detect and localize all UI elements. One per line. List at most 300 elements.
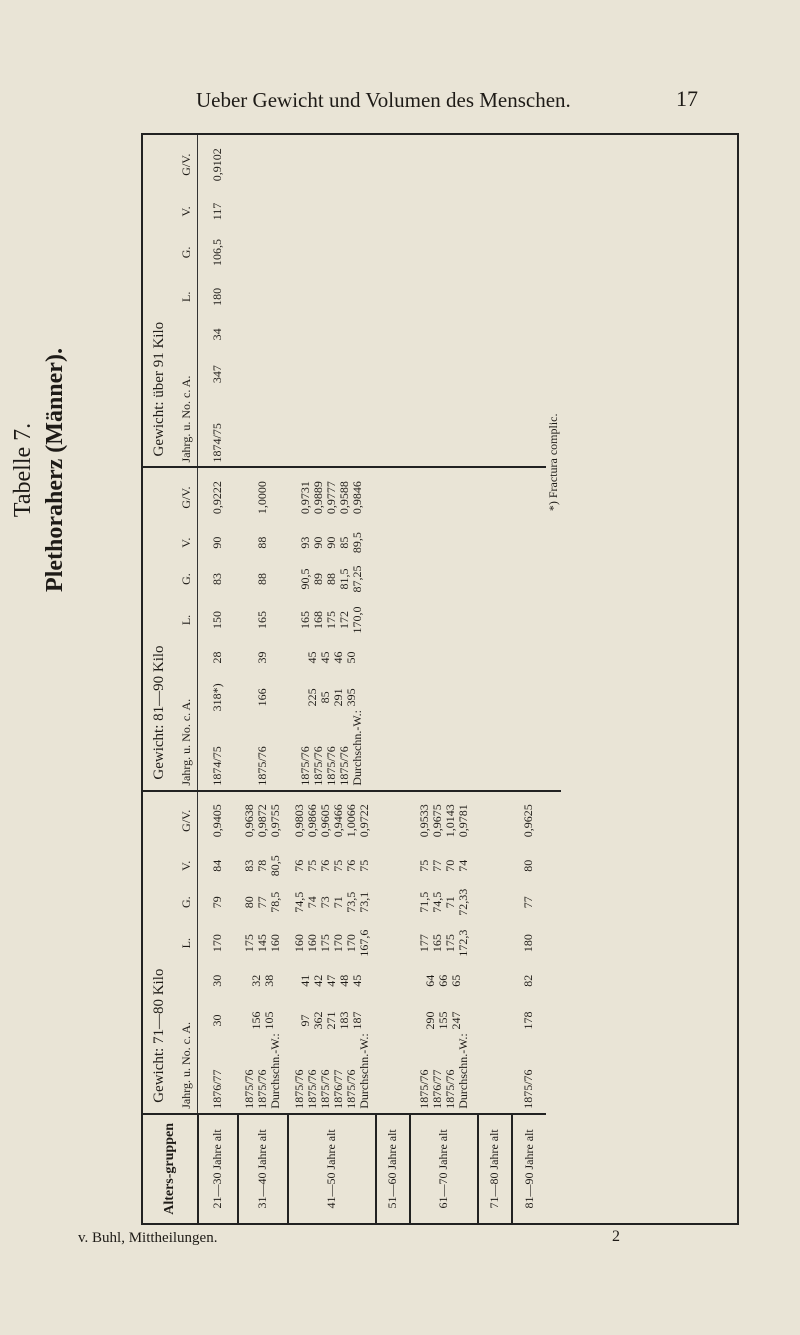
cell-no [376, 675, 410, 721]
col-head-g: G. [175, 559, 198, 600]
cell-line: 290 [423, 1011, 437, 1030]
cell-g [410, 559, 478, 600]
cell-line: 42 [311, 974, 325, 987]
cell-g [288, 229, 376, 277]
cell-line [256, 280, 269, 313]
cell-line [437, 563, 450, 596]
cell-line [325, 139, 338, 190]
cell-line [437, 644, 450, 670]
cell-no [410, 351, 478, 397]
cell-l [238, 276, 288, 317]
cell-line: 170,0 [350, 606, 364, 634]
cell-no [478, 351, 512, 397]
cell-a [376, 640, 410, 674]
cell-line [488, 679, 501, 717]
cell-line: 70 [442, 859, 457, 872]
footnote-spacer [546, 791, 561, 1223]
cell-line [488, 1002, 501, 1040]
cell-line [386, 531, 399, 555]
cell-line [386, 401, 399, 463]
cell-gv [410, 135, 478, 194]
cell-line [522, 321, 535, 347]
cell-line: 76 [291, 859, 306, 872]
cell-line: 1875/76 [521, 1069, 535, 1109]
table-title: Plethoraherz (Männer). [42, 348, 68, 592]
cell-jahrg [478, 397, 512, 468]
cell-l [198, 276, 238, 317]
cell-v [512, 194, 546, 228]
table-row [512, 135, 546, 1223]
cell-line: 1876/77 [429, 1069, 444, 1109]
cell-no [376, 998, 410, 1044]
cell-line: 170 [210, 934, 225, 953]
cell-l [478, 923, 512, 964]
cell-line: 73,1 [356, 891, 371, 913]
cell-line: 1875/76 [337, 746, 351, 786]
cell-line [522, 679, 535, 717]
cell-a [198, 317, 238, 351]
cell-line [437, 233, 450, 273]
cell-line [386, 563, 399, 596]
cell-line [488, 968, 501, 994]
col-head-l: L. [175, 600, 198, 641]
cell-line: 74,5 [429, 891, 444, 913]
cell-jahrg [512, 1043, 546, 1114]
cell-g [288, 882, 376, 923]
cell-line [522, 604, 535, 637]
cell-line: 78,5 [268, 891, 282, 913]
cell-g [238, 882, 288, 923]
cell-line: 85 [317, 691, 332, 704]
cell-line: 155 [436, 1011, 450, 1030]
cell-line: 145 [255, 934, 269, 953]
age-group-label: 41—50 Jahre alt [288, 1114, 376, 1223]
cell-line: 88 [255, 573, 269, 586]
cell-line: 0,9222 [210, 481, 225, 515]
cell-line [437, 401, 450, 463]
cell-jahrg [512, 720, 546, 791]
cell-line: 0,9722 [356, 804, 371, 838]
cell-jahrg [238, 397, 288, 468]
footer-right: 2 [612, 1228, 620, 1245]
cell-line: 79 [210, 896, 225, 909]
cell-v [512, 527, 546, 559]
cell-no [288, 351, 376, 397]
cell-l [198, 600, 238, 641]
cell-line: 0,9803 [291, 804, 306, 838]
cell-line: Durchschn.-W.: [350, 710, 364, 786]
cell-jahrg [512, 397, 546, 468]
cell-line [386, 968, 399, 994]
cell-jahrg [238, 720, 288, 791]
cell-l [288, 600, 376, 641]
cell-line [488, 724, 501, 786]
cell-line [522, 531, 535, 555]
cell-no [376, 351, 410, 397]
cell-line [522, 139, 535, 190]
cell-line [437, 321, 450, 347]
cell-line [522, 280, 535, 313]
footnote-row [546, 135, 561, 1223]
cell-no [512, 351, 546, 397]
col-head-jahrg: Jahrg. u. No. c. A. [175, 317, 198, 467]
cell-line [488, 355, 501, 393]
cell-no [512, 675, 546, 721]
col-head-v: V. [175, 194, 198, 228]
cell-line: 45 [350, 974, 364, 987]
cell-line [386, 679, 399, 717]
cell-jahrg [410, 397, 478, 468]
cell-line: 175 [442, 934, 457, 953]
cell-v [376, 194, 410, 228]
cell-a [238, 640, 288, 674]
cell-line: 1875/76 [442, 1069, 457, 1109]
cell-line [325, 280, 338, 313]
cell-line: 73,5 [343, 891, 358, 913]
cell-line: 160 [291, 934, 306, 953]
cell-line: 83 [210, 573, 225, 586]
cell-line: 45 [317, 651, 332, 664]
cell-line: 30 [210, 974, 225, 987]
cell-line [386, 927, 399, 960]
cell-jahrg [478, 720, 512, 791]
cell-jahrg [376, 1043, 410, 1114]
cell-line: 90 [311, 536, 325, 549]
col-head-gv: G/V. [175, 135, 198, 194]
cell-gv [478, 467, 512, 526]
cell-line: 0,9731 [298, 481, 312, 515]
cell-line [488, 472, 501, 522]
cell-line: 71 [330, 896, 345, 909]
cell-line [386, 1047, 399, 1109]
cell-line: 74 [455, 859, 470, 872]
cell-line: 165 [429, 934, 444, 953]
cell-line: 165 [255, 610, 269, 629]
cell-line [386, 280, 399, 313]
cell-gv [238, 467, 288, 526]
cell-no [238, 351, 288, 397]
cell-line: 1876/77 [210, 1069, 225, 1109]
cell-no [478, 998, 512, 1044]
cell-line [522, 198, 535, 224]
cell-line [488, 927, 501, 960]
cell-line [325, 321, 338, 347]
cell-g [512, 229, 546, 277]
cell-l [512, 600, 546, 641]
cell-a [512, 964, 546, 998]
cell-line: Durchschn.-W.: [356, 1033, 371, 1109]
cell-gv [478, 791, 512, 850]
cell-g [376, 559, 410, 600]
table-label: Tabelle 7. [10, 422, 36, 518]
cell-gv [512, 135, 546, 194]
cell-line: 80,5 [268, 855, 282, 877]
cell-line [522, 724, 535, 786]
cell-line [437, 139, 450, 190]
cell-l [376, 600, 410, 641]
cell-v [198, 194, 238, 228]
cell-v [410, 850, 478, 882]
cell-line [325, 198, 338, 224]
cell-line [386, 472, 399, 522]
cell-line: 247 [449, 1011, 463, 1030]
cell-line [256, 139, 269, 190]
col-head-age: Alters-gruppen [143, 1114, 198, 1223]
cell-no [410, 675, 478, 721]
cell-line: 0,9889 [311, 481, 325, 515]
cell-line: 80 [242, 896, 256, 909]
cell-line: 291 [330, 688, 345, 707]
cell-line: 73 [317, 896, 332, 909]
cell-line: 168 [311, 610, 325, 629]
col-head-v: V. [175, 527, 198, 559]
cell-a [288, 317, 376, 351]
cell-line: 77 [429, 859, 444, 872]
cell-v [376, 527, 410, 559]
cell-line [386, 644, 399, 670]
cell-line [386, 355, 399, 393]
age-group-label: 21—30 Jahre alt [198, 1114, 238, 1223]
cell-line [325, 355, 338, 393]
cell-line [256, 355, 269, 393]
cell-line [325, 401, 338, 463]
cell-l [288, 923, 376, 964]
cell-g [512, 559, 546, 600]
cell-line: 50 [343, 651, 358, 664]
col-head-l: L. [175, 276, 198, 317]
cell-no [238, 675, 288, 721]
cell-gv [288, 791, 376, 850]
cell-line: 0,9866 [304, 804, 319, 838]
col-head-gv: G/V. [175, 467, 198, 526]
cell-line: 74,5 [291, 891, 306, 913]
cell-line: 177 [416, 934, 431, 953]
cell-v [478, 527, 512, 559]
cell-line: 1875/76 [291, 1069, 306, 1109]
cell-line: 175 [324, 610, 338, 629]
cell-l [410, 276, 478, 317]
cell-line: 160 [268, 934, 282, 953]
col-head-jahrg: Jahrg. u. No. c. A. [175, 964, 198, 1114]
cell-line: 84 [210, 859, 225, 872]
table-row [376, 135, 410, 1223]
cell-line: 65 [449, 974, 463, 987]
cell-line: 156 [248, 1011, 263, 1030]
page-number: 17 [676, 86, 698, 111]
cell-line [437, 724, 450, 786]
cell-line [437, 679, 450, 717]
cell-v [410, 194, 478, 228]
cell-line: 0,9625 [521, 804, 535, 838]
cell-v [198, 527, 238, 559]
col-head-g: G. [175, 882, 198, 923]
cell-g [478, 559, 512, 600]
cell-l [376, 923, 410, 964]
cell-line: 0,9675 [429, 804, 444, 838]
cell-line: 167,6 [356, 929, 371, 957]
cell-line: 0,9872 [255, 804, 269, 838]
cell-no [198, 351, 238, 397]
cell-jahrg [238, 1033, 288, 1114]
cell-line: 88 [324, 573, 338, 586]
cell-g [238, 229, 288, 277]
cell-gv [410, 467, 478, 526]
cell-line: 0,9781 [455, 804, 470, 838]
cell-line [386, 1002, 399, 1040]
cell-a [238, 317, 288, 351]
cell-line: 1875/76 [324, 746, 338, 786]
cell-jahrg [410, 1033, 478, 1114]
cell-line: 47 [324, 974, 338, 987]
cell-line [488, 563, 501, 596]
cell-line: 0,9466 [330, 804, 345, 838]
age-group-label: 31—40 Jahre alt [238, 1114, 288, 1223]
cell-line [488, 233, 501, 273]
cell-l [238, 923, 288, 964]
cell-line [488, 644, 501, 670]
cell-a [410, 964, 478, 998]
cell-l [410, 600, 478, 641]
cell-l [238, 600, 288, 641]
cell-line [522, 355, 535, 393]
cell-line: 160 [304, 934, 319, 953]
cell-line: 74 [304, 896, 319, 909]
cell-line [386, 604, 399, 637]
group-title: Gewicht: 71—80 Kilo [143, 791, 175, 1114]
cell-line [386, 321, 399, 347]
age-group-label: 81—90 Jahre alt [512, 1114, 546, 1223]
cell-line [488, 321, 501, 347]
cell-a [478, 964, 512, 998]
cell-line [437, 198, 450, 224]
cell-line: 76 [317, 859, 332, 872]
cell-line: 1875/76 [242, 1069, 256, 1109]
cell-a [376, 964, 410, 998]
cell-jahrg [288, 397, 376, 468]
col-head-g: G. [175, 229, 198, 277]
cell-l [478, 276, 512, 317]
cell-line: 0,9533 [416, 804, 431, 838]
cell-line: 83 [242, 859, 256, 872]
cell-line [488, 604, 501, 637]
cell-no [478, 675, 512, 721]
cell-gv [238, 135, 288, 194]
cell-gv [512, 467, 546, 526]
cell-line [522, 233, 535, 273]
cell-line: 0,9846 [350, 481, 364, 515]
cell-line [256, 401, 269, 463]
cell-a [478, 640, 512, 674]
cell-g [410, 229, 478, 277]
cell-no [512, 998, 546, 1044]
cell-no [198, 998, 238, 1044]
cell-line: 105 [261, 1011, 276, 1030]
cell-line: 34 [210, 328, 225, 341]
cell-line [386, 796, 399, 846]
group-title: Gewicht: 81—90 Kilo [143, 467, 175, 790]
cell-no [198, 675, 238, 721]
cell-a [410, 640, 478, 674]
cell-line [488, 796, 501, 846]
cell-line: 0,9405 [210, 804, 225, 838]
cell-line: 75 [416, 859, 431, 872]
cell-v [478, 850, 512, 882]
cell-v [376, 850, 410, 882]
cell-line: 81,5 [337, 568, 351, 590]
cell-line: 172 [337, 610, 351, 629]
cell-v [288, 527, 376, 559]
cell-line: 0,9638 [242, 804, 256, 838]
cell-line: 1875/76 [343, 1069, 358, 1109]
cell-v [238, 527, 288, 559]
cell-line: 1,0143 [442, 804, 457, 838]
cell-line [256, 233, 269, 273]
cell-line: 347 [210, 365, 225, 384]
cell-line: 71,5 [416, 891, 431, 913]
cell-a [512, 640, 546, 674]
cell-line: 362 [311, 1011, 325, 1030]
cell-line: 77 [521, 896, 535, 909]
cell-line: 39 [255, 651, 269, 664]
table-row [288, 135, 376, 1223]
cell-line: 106,5 [210, 238, 225, 266]
cell-line [488, 886, 501, 919]
table-row [238, 135, 288, 1223]
cell-jahrg [198, 720, 238, 791]
cell-line: 1875/76 [298, 746, 312, 786]
cell-line: Durchschn.-W.: [268, 1033, 282, 1109]
cell-line: 395 [343, 688, 358, 707]
cell-line: 1874/75 [210, 423, 225, 463]
cell-line [488, 280, 501, 313]
cell-line: 1875/76 [304, 1069, 319, 1109]
cell-line: 0,9777 [324, 481, 338, 515]
cell-line [325, 233, 338, 273]
cell-line: 318*) [210, 683, 225, 712]
cell-line: 97 [298, 1014, 312, 1027]
cell-jahrg [198, 397, 238, 468]
col-head-gv: G/V. [175, 791, 198, 850]
cell-gv [376, 791, 410, 850]
cell-line: 64 [423, 974, 437, 987]
cell-line: 172,3 [455, 929, 470, 957]
cell-g [376, 229, 410, 277]
cell-line [256, 198, 269, 224]
cell-gv [376, 135, 410, 194]
cell-g [198, 229, 238, 277]
cell-gv [288, 135, 376, 194]
cell-line: 77 [255, 896, 269, 909]
plethoraherz-table [143, 135, 561, 1223]
cell-line: 271 [324, 1011, 338, 1030]
age-group-label: 61—70 Jahre alt [410, 1114, 478, 1223]
cell-line [522, 644, 535, 670]
cell-gv [288, 467, 376, 526]
age-group-label: 71—80 Jahre alt [478, 1114, 512, 1223]
cell-l [376, 276, 410, 317]
cell-line: 38 [261, 974, 276, 987]
cell-a [238, 964, 288, 998]
cell-line [488, 1047, 501, 1109]
cell-a [478, 317, 512, 351]
cell-l [512, 276, 546, 317]
cell-g [238, 559, 288, 600]
cell-line: 90 [324, 536, 338, 549]
cell-a [288, 964, 376, 998]
cell-l [288, 276, 376, 317]
cell-line: 178 [521, 1011, 535, 1030]
cell-line: 150 [210, 610, 225, 629]
